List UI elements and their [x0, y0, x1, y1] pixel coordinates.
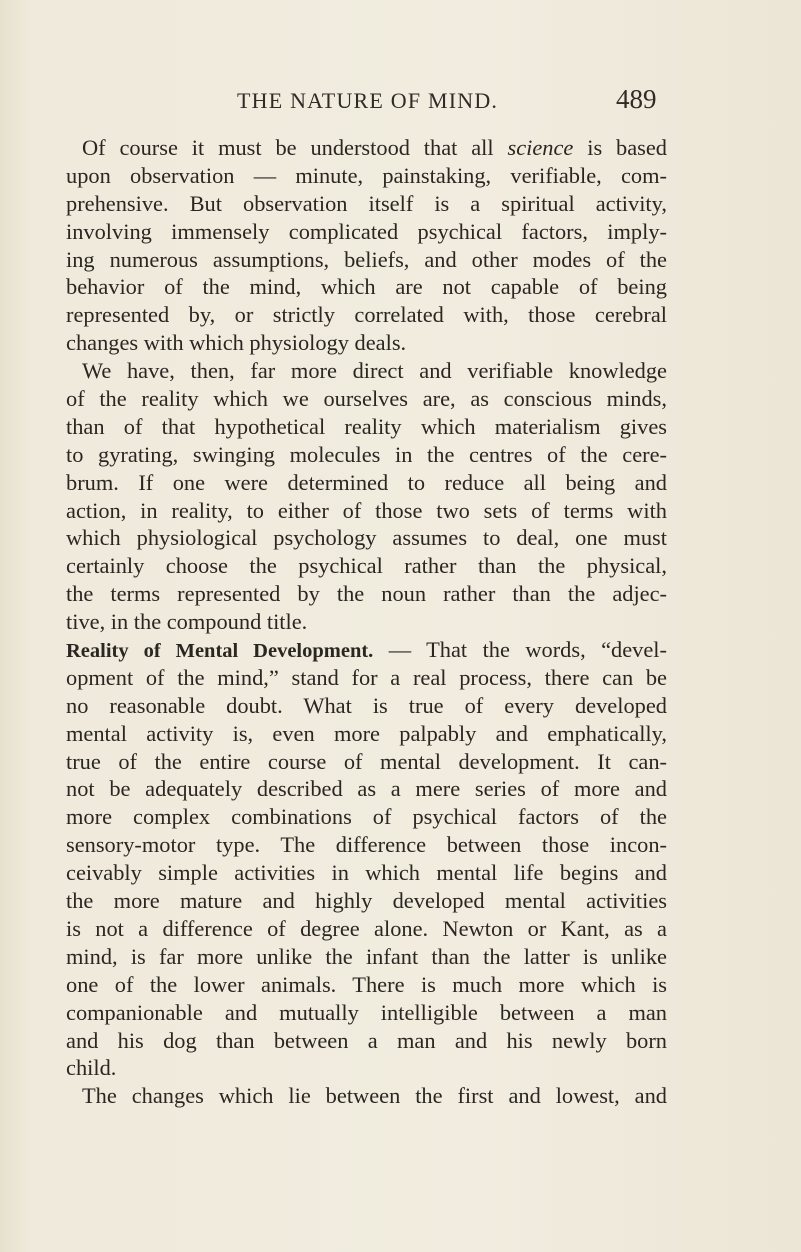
- text-line: involving immensely complicated psychical factors, imply-: [66, 218, 667, 244]
- text-line: more complex combinations of psychical factors of the: [66, 804, 667, 830]
- text-line: brum. If one were determined to reduce all being and: [66, 469, 667, 495]
- text-line: certainly choose the psychical rather than the physical,: [66, 553, 667, 579]
- text-line: Reality of Mental Development. — That the words, “devel-: [66, 637, 667, 663]
- text-line: not be adequately described as a mere series of more and: [66, 776, 667, 802]
- text-line: ceivably simple activities in which mental life begins and: [66, 860, 667, 886]
- text-line: one of the lower animals. There is much more which is: [66, 971, 667, 997]
- text-line: represented by, or strictly correlated with, those cerebral: [66, 302, 667, 328]
- text-line: which physiological psychology assumes to deal, one must: [66, 525, 667, 551]
- text-line: prehensive. But observation itself is a spiritual activity,: [66, 190, 667, 216]
- text-line: companionable and mutually intelligible between a man: [66, 999, 667, 1025]
- text-line: action, in reality, to either of those two sets of terms with: [66, 497, 667, 523]
- text-line: mind, is far more unlike the infant than the latter is unlike: [66, 943, 667, 969]
- text-line: the terms represented by the noun rather than the adjec-: [66, 581, 667, 607]
- text-line: The changes which lie between the first and lowest, and: [82, 1083, 667, 1109]
- text-line: true of the entire course of mental development. It can-: [66, 748, 667, 774]
- text-line: mental activity is, even more palpably and emphatically,: [66, 720, 667, 746]
- text-line: Of course it must be understood that all science is based: [82, 135, 667, 160]
- text-line: We have, then, far more direct and verifiable knowledge: [82, 358, 667, 384]
- section-sidehead: Reality of Mental Development.: [66, 640, 374, 663]
- text-line: and his dog than between a man and his newly born: [66, 1027, 667, 1053]
- text-line: to gyrating, swinging molecules in the centres of the cere-: [66, 441, 667, 467]
- text-line: of the reality which we ourselves are, as conscious minds,: [66, 386, 667, 412]
- text-line: than of that hypothetical reality which materialism gives: [66, 413, 667, 439]
- text-line: behavior of the mind, which are not capable of being: [66, 274, 667, 300]
- text-line: is not a difference of degree alone. Newton or Kant, as a: [66, 915, 667, 941]
- text-line: opment of the mind,” stand for a real process, there can be: [66, 664, 667, 690]
- text-line: changes with which physiology deals.: [66, 330, 407, 356]
- emphasis-science: science: [507, 135, 574, 160]
- text-line: sensory-motor type. The difference between those incon-: [66, 832, 667, 858]
- text-line: tive, in the compound title.: [66, 609, 308, 635]
- text-line: ing numerous assumptions, beliefs, and other modes of the: [66, 246, 667, 272]
- text-line: upon observation — minute, painstaking, verifiable, com-: [66, 162, 667, 188]
- running-title: THE NATURE OF MIND.: [237, 88, 499, 113]
- text-line: child.: [66, 1055, 117, 1081]
- body-text: [66, 134, 667, 1110]
- text-line: the more mature and highly developed mental activities: [66, 888, 667, 914]
- page-number: 489: [616, 84, 657, 114]
- text-line: no reasonable doubt. What is true of every developed: [66, 692, 667, 718]
- running-head: [0, 82, 801, 118]
